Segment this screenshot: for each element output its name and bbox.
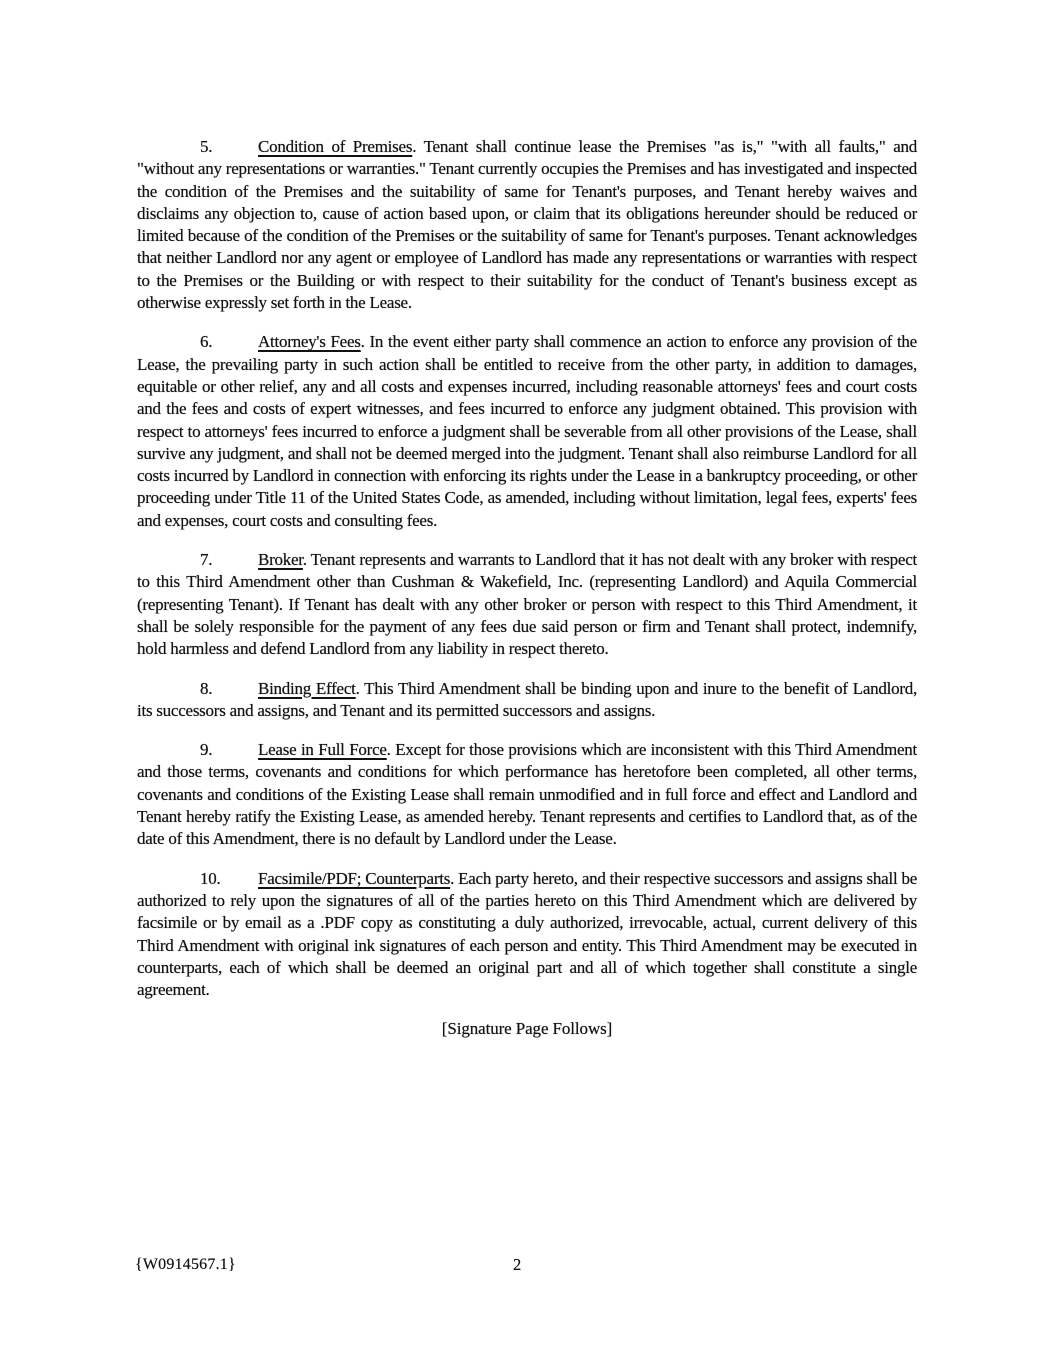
section-paragraph-10 bbox=[137, 868, 917, 1002]
section-text: . In the event either party shall commence an action to enforce any provision of the Lease, the prevailing party in such action shall be entitled to receive from the other party, in addition to damages, equitable or other relief, any and all costs and expenses incurred, including reasonable attorneys' fees and court costs and the fees and costs of expert witnesses, and fees incurred to enforce any judgment obtained. This provision with respect to attorneys' fees incurred to enforce a judgment shall be severable from all other provisions of the Lease, shall survive any judgment, and shall not be deemed merged into the judgment. Tenant shall also reimburse Landlord for all costs incurred by Landlord in connection with enforcing its rights under the Lease in a bankruptcy proceeding, or other proceeding under Title 11 of the United States Code, as amended, including without limitation, legal fees, experts' fees and expenses, court costs and consulting fees. bbox=[137, 332, 917, 530]
section-number: 5. bbox=[200, 137, 213, 156]
section-number: 10. bbox=[200, 868, 221, 888]
section-paragraph-5 bbox=[137, 136, 917, 314]
section-paragraph-8 bbox=[137, 678, 917, 723]
section-heading: Facsimile/PDF; Counterparts bbox=[258, 868, 451, 888]
section-heading: Attorney's Fees bbox=[258, 332, 361, 352]
section-paragraph-9 bbox=[137, 739, 917, 850]
section-number: 6. bbox=[200, 332, 213, 352]
footer-file-reference: {W0914567.1} bbox=[135, 1256, 236, 1273]
section-number: 7. bbox=[200, 550, 213, 570]
section-paragraph-7 bbox=[137, 549, 917, 660]
section-heading: Lease in Full Force bbox=[258, 740, 387, 760]
section-text: . Each party hereto, and their respective successors and assigns shall be authorized to rely upon the signatures of all of the parties hereto on this Third Amendment which are delivered by facsimile or by email as a .PDF copy as constituting a duly authorized, irrevocable, actual, current delivery of this Third Amendment with original ink signatures of each person and entity. This Third Amendment may be executed in counterparts, each of which shall be deemed an original part and all of which together shall constitute a single agreement. bbox=[137, 868, 917, 1000]
section-text: . Except for those provisions which are inconsistent with this Third Amendment and those terms, covenants and conditions for which performance has heretofore been completed, all other terms, covenants and conditions of the Existing Lease shall remain unmodified and in full force and effect and Landlord and Tenant hereby ratify the Existing Lease, as amended hereby. Tenant represents and certifies to Landlord that, as of the date of this Amendment, there is no default by Landlord under the Lease. bbox=[137, 740, 917, 849]
section-text: . Tenant represents and warrants to Landlord that it has not dealt with any broker with respect to this Third Amendment other than Cushman & Wakefield, Inc. (representing Landlord) and Aquila Commercial (representing Tenant). If Tenant has dealt with any other broker or person with respect to this Third Amendment, it shall be solely responsible for the payment of any fees due said person or firm and Tenant shall protect, indemnify, hold harmless and defend Landlord from any liability in respect thereto. bbox=[137, 550, 917, 659]
section-paragraph-6 bbox=[137, 331, 917, 532]
section-heading: Binding Effect bbox=[258, 678, 356, 698]
document-body bbox=[137, 136, 917, 1041]
section-text: . Tenant shall continue lease the Premises "as is," "with all faults," and "without any representations or warranties." Tenant currently occupies the Premises and has investigated and inspected the condition of the Premises and the suitability of same for Tenant's purposes, and Tenant hereby waives and disclaims any objection to, cause of action based upon, or claim that its obligations hereunder should be reduced or limited because of the condition of the Premises or the suitability of same for Tenant's purposes. Tenant acknowledges that neither Landlord nor any agent or employee of Landlord has made any representations or warranties with respect to the Premises or the Building or with respect to their suitability for the conduct of Tenant's business except as otherwise expressly set forth in the Lease. bbox=[137, 137, 917, 313]
section-number: 8. bbox=[200, 678, 213, 698]
section-text: . This Third Amendment shall be binding upon and inure to the benefit of Landlord, its successors and assigns, and Tenant and its permitted successors and assigns. bbox=[137, 678, 918, 720]
section-heading: Condition of Premises bbox=[258, 137, 413, 156]
section-heading: Broker bbox=[258, 550, 303, 570]
signature-page-note: [Signature Page Follows] bbox=[441, 1019, 613, 1039]
section-number: 9. bbox=[200, 740, 213, 760]
footer-page-number: 2 bbox=[513, 1255, 522, 1274]
